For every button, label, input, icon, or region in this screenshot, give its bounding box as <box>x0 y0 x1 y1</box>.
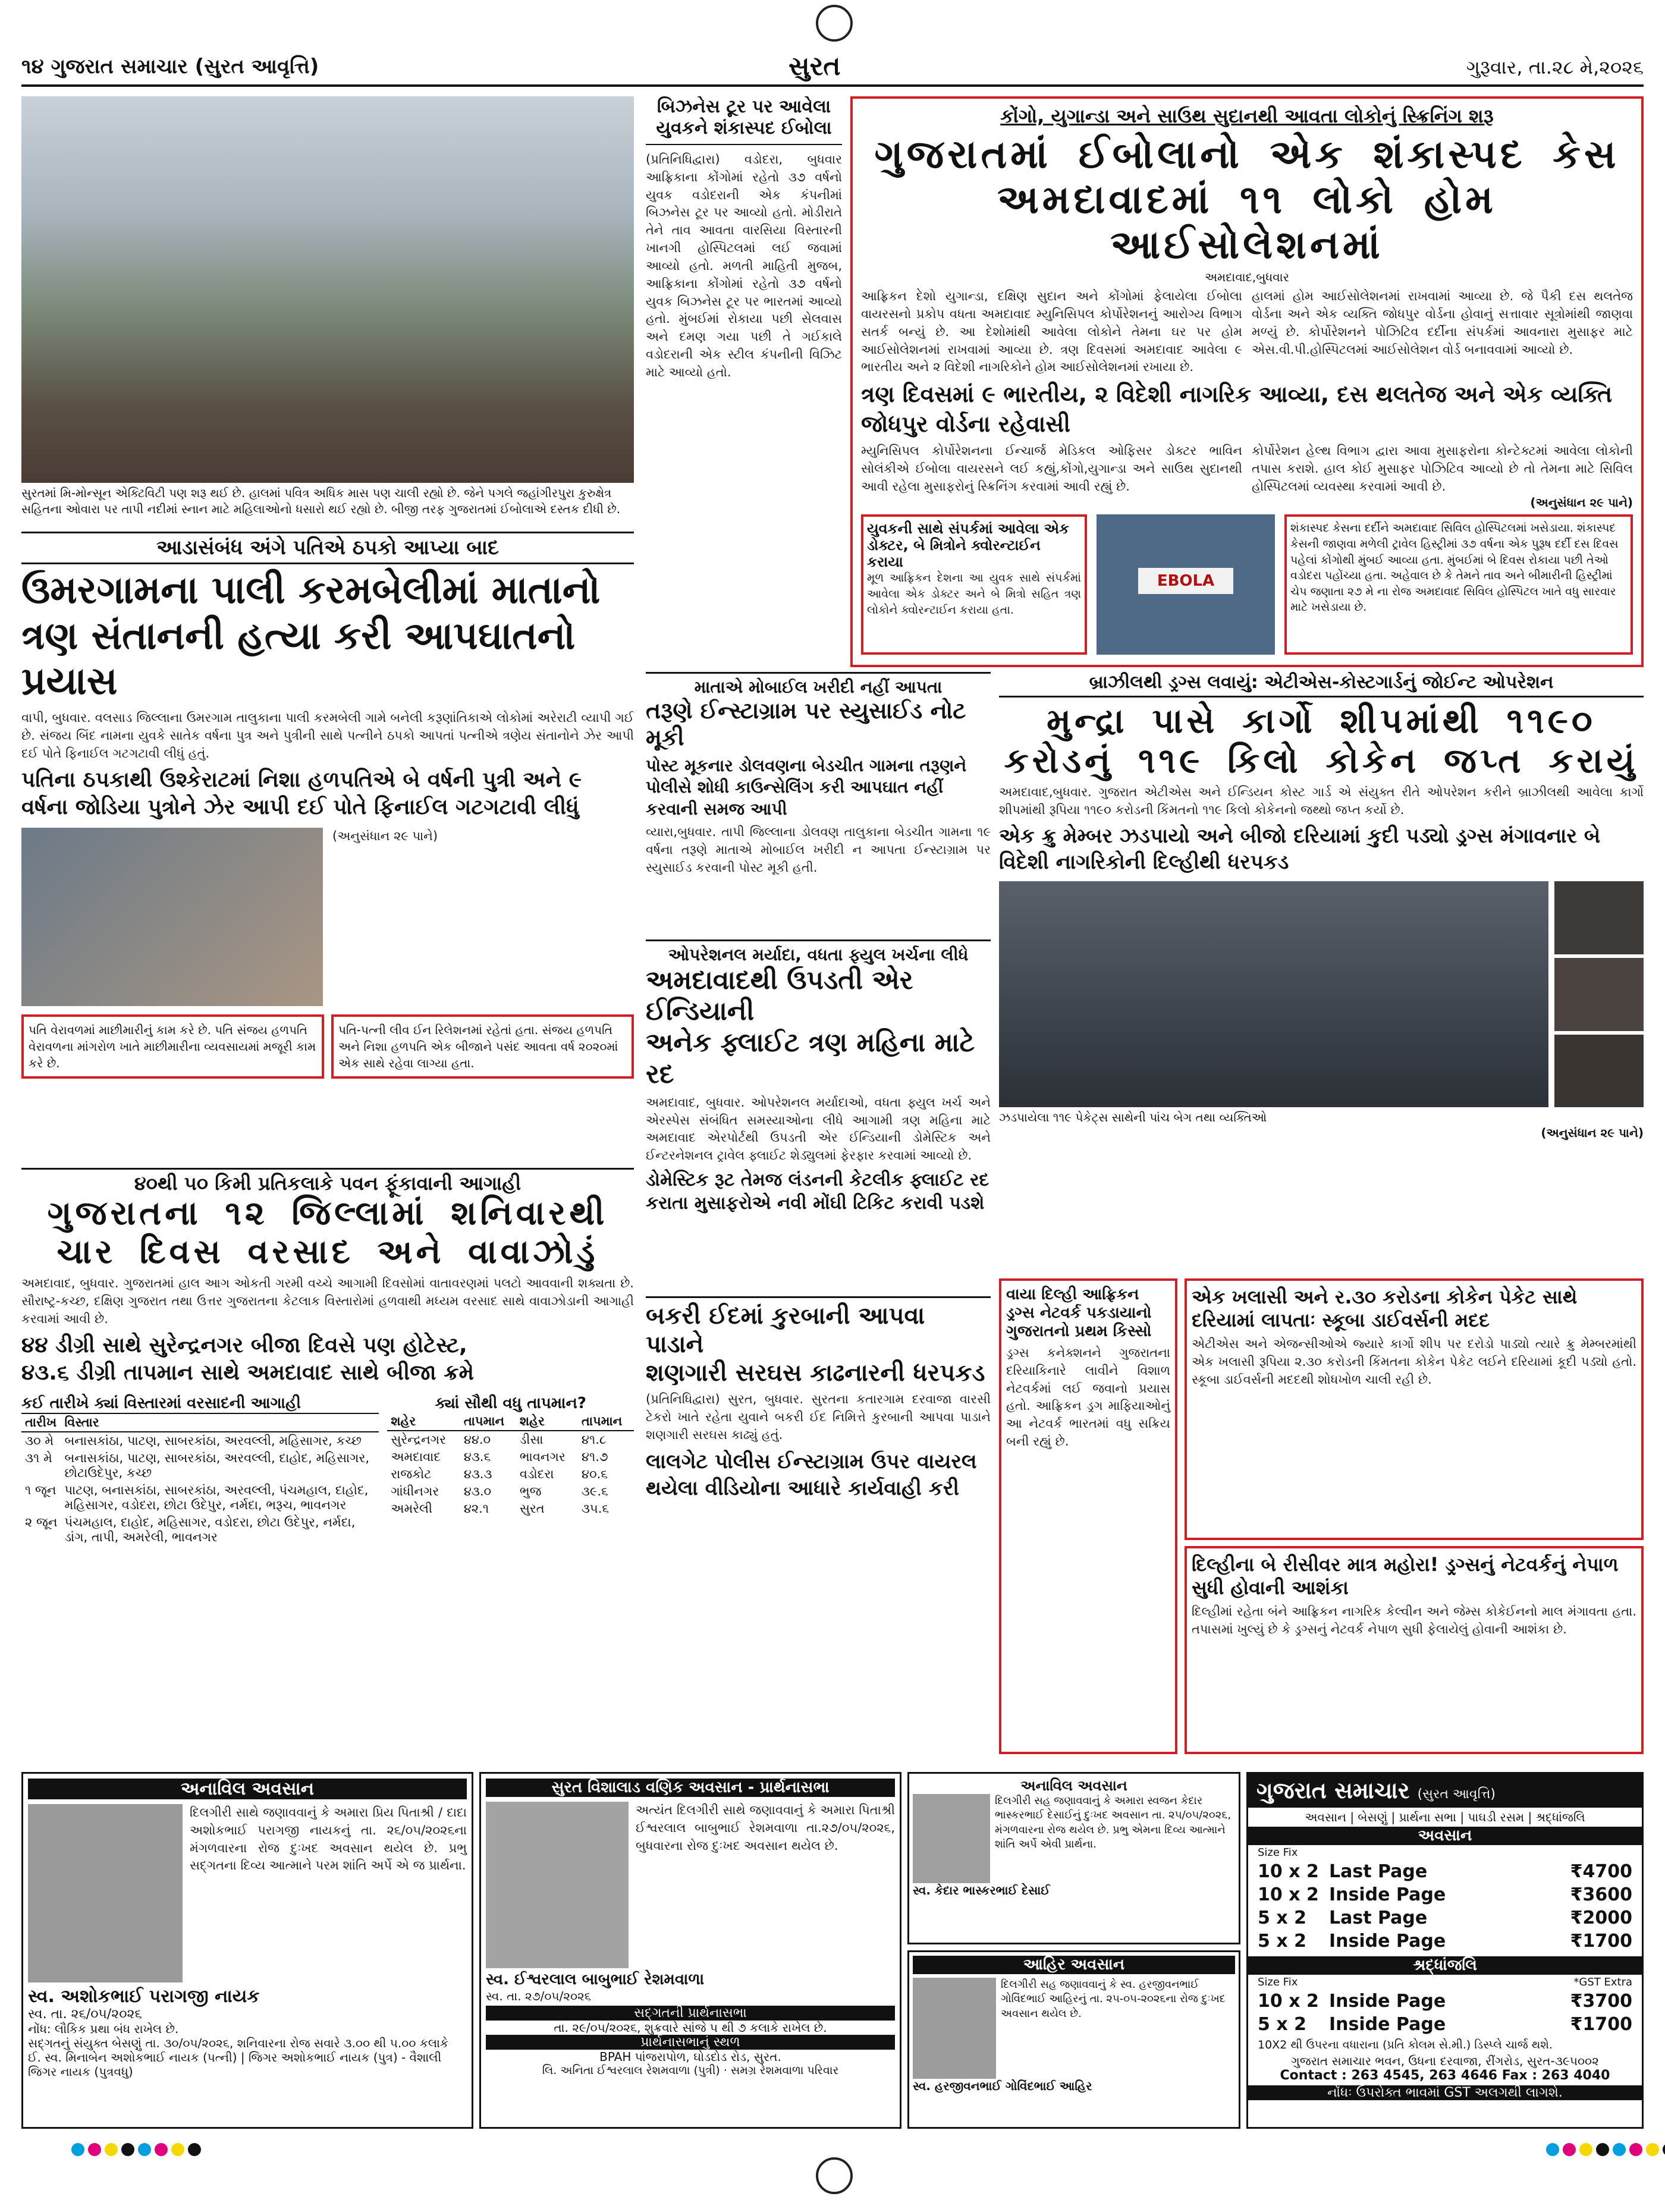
rain-area-cell: પંચમહાલ, દાહોદ, મહિસાગર, વડોદરા, છોટા ઉદેપુર, નર્મદા, ડાંગ, તાપી, અમરેલી, ભાવનગર <box>64 1515 356 1545</box>
rate-page: Inside Page <box>1329 2014 1446 2035</box>
sidebar-kicker: બિઝનેસ ટૂર પર આવેલા યુવકને શંકાસ્પદ ઈબોલા <box>646 96 842 145</box>
rain-date-cell: ૩૧ મે <box>25 1451 52 1466</box>
temp-city-cell: ગાંધીનગર <box>391 1484 439 1499</box>
nepal-network-box <box>1185 1546 1644 1754</box>
rain-table <box>21 1414 379 1546</box>
umargam-continued: (અનુસંધાન ૨૯ પાને) <box>332 829 438 844</box>
airindia-kicker: ઓપરેશનલ મર્યાદા, વધતા ફ્યુલ ખર્ચના લીધે <box>668 945 969 964</box>
rate-page: Last Page <box>1329 1861 1428 1882</box>
issue-date: ગુરૂવાર, તા.૨૮ મે,૨૦૨૬ <box>1466 56 1644 78</box>
obit-anavil2-name: સ્વ. કેદાર ભાસ્કરભાઈ દેસાઈ <box>913 1883 1050 1897</box>
temp-value-cell: ૩૯.૬ <box>581 1484 608 1499</box>
rate-size: 10 x 2 <box>1258 1991 1319 2012</box>
missing-head-2: દરિયામાં લાપતાઃ સ્કૂબા ડાઈવર્સની મદદ <box>1192 1309 1490 1331</box>
suicide-kicker: માતાએ મોબાઈલ ખરીદી નહીં આપતા <box>694 677 943 697</box>
rain-date-cell: ૨ જૂન <box>25 1515 58 1530</box>
temp-city-cell: વડોદરા <box>519 1467 554 1482</box>
rate-price: ₹4700 <box>1570 1861 1632 1882</box>
quarantine-title: યુવકની સાથે સંપર્કમાં આવેલા એક ડોક્ટર, બે મિત્રોને ક્વોરન્ટાઈન કરાયા <box>867 520 1069 571</box>
ebola-body-4: કોર્પોરેશન હેલ્થ વિભાગ દ્વારા આવા મુસાફરોના કોન્ટેક્ટમાં આવેલા લોકોની તપાસ કરાશે. હાલ કોઈ મુસાફર પોઝિટિવ આવ્યો છે તો તેમના માટે સિવિલ હોસ્પિટલમાં વ્યવસ્થા કરવામાં આવી છે. <box>1252 443 1633 494</box>
ebola-body-1: આફ્રિકન દેશો યુગાન્ડા, દક્ષિણ સુદાન અને કોંગોમાં ફેલાયેલા ઈબોલા વાયરસનો પ્રકોપ વધતા અમદાવાદ મ્યુનિસિપલ કોર્પોરેશનનું આરોગ્ય વિભાગ સતર્ક બન્યું છે. આ દેશોમાંથી આવેલા લોકોને તેમના ઘર પર હોમ આઈસોલેશનમાં રાખવામાં આવ્યા છે. ત્રણ દિવસમાં અમદાવાદ આવેલા ૯ ભારતીય અને ૨ વિદેશી નાગરિકોને હોમ આઈસોલેશનમાં રખાયા છે. <box>861 289 1242 375</box>
rate-gst-extra: *GST Extra <box>1573 1976 1632 1988</box>
accused-photos <box>1554 881 1644 1107</box>
nepal-headline: દિલ્હીના બે રીસીવર માત્ર મહોરા! ડ્રગ્સનું નેટવર્કનું નેપાળ સુધી હોવાની આશંકા <box>1192 1553 1619 1599</box>
obituary-anavil <box>21 1772 473 2129</box>
rate-size-fix-1: Size Fix <box>1258 1846 1298 1859</box>
rate-page: Inside Page <box>1329 1931 1446 1952</box>
temp-value-cell: ૪૨.૧ <box>463 1501 489 1516</box>
suicide-note-story <box>646 672 991 934</box>
temp-value-cell: ૩૫.૬ <box>581 1501 610 1516</box>
rate-price: ₹1700 <box>1570 2014 1632 2035</box>
obit-anavil2-title: અનાવિલ અવસાન <box>1020 1777 1127 1794</box>
bakri-headline-1: બકરી ઈદમાં કુરબાની આપવા પાડાને <box>646 1302 925 1358</box>
drugs-continued: (અનુસંધાન ૨૯ પાને) <box>1541 1126 1644 1140</box>
ebola-dateline: અમદાવાદ,બુધવાર <box>1205 270 1289 285</box>
temp-header-temp-2: તાપમાન <box>578 1413 634 1431</box>
rate-price: ₹1700 <box>1570 1931 1632 1952</box>
umargam-headline-2: ત્રણ સંતાનની હત્યા કરી આપઘાતનો પ્રયાસ <box>21 614 576 704</box>
obit-vanik-date: સ્વ. તા. ૨૭/૦૫/૨૦૨૬ <box>486 1989 591 2003</box>
temp-row <box>387 1431 634 1449</box>
temp-city-cell: અમરેલી <box>391 1501 433 1516</box>
suicide-subhead: પોસ્ટ મૂકનાર ડોલવણના બેડચીત ગામના તરૂણને પોલીસે શોધી કાઉન્સેલિંગ કરી આપઘાત નહીં કરવાની સમજ આપી <box>646 755 967 819</box>
umargam-headline-1: ઉમરગામના પાલી કરમબેલીમાં માતાનો <box>21 568 601 612</box>
temp-city-cell: ભુજ <box>519 1484 542 1499</box>
section-name: સુરત <box>788 51 841 81</box>
airindia-subhead: ડોમેસ્ટિક રૂટ તેમજ લંડનની કેટલીક ફ્લાઈટ રદ કરાતા મુસાફરોએ નવી મોંઘી ટિકિટ કરાવી પડશે <box>646 1170 989 1214</box>
rate-contact: Contact : 263 4545, 263 4646 Fax : 263 4040 <box>1280 2068 1610 2083</box>
ebola-subhead: ત્રણ દિવસમાં ૯ ભારતીય, ૨ વિદેશી નાગરિક આવ્યા, દસ થલતેજ અને એક વ્યક્તિ જોધપુર વોર્ડના રહેવાસી <box>861 381 1613 437</box>
quarantine-body: મૂળ આફ્રિકન દેશના આ યુવક સાથે સંપર્કમાં આવેલા એક ડોક્ટર અને બે મિત્રો સહિત ત્રણ લોકોને ક્વોરન્ટાઈન કરાયા હતા. <box>867 571 1081 617</box>
temp-row <box>387 1466 634 1483</box>
ebola-body-3: મ્યુનિસિપલ કોર્પોરેશનના ઈન્ચાર્જ મેડિકલ ઓફિસર ડોક્ટર ભાવિન સોલંકીએ ઈબોલા વાયરસને લઈ કહ્યું,કોંગો,યુગાન્ડા અને સાઉથ સુદાનથી આવી રહેલા મુસાફરોનું સ્ક્રિનિંગ કરવામાં આવી રહ્યું છે. <box>861 443 1242 494</box>
missing-head-1: એક ખલાસી અને ર.૩૦ કરોડના કોકેન પેકેટ સાથે <box>1192 1286 1578 1308</box>
suicide-body: વ્યારા,બુધવાર. તાપી જિલ્લાના ડોલવણ તાલુકાના બેડચીત ગામના ૧૯ વર્ષના તરૂણે માતાએ મોબાઈલ ખરીદી ન આપતા ઈન્સ્ટાગ્રામ પર સ્યુસાઈડ કરવાની પોસ્ટ મૂકી હતી. <box>646 824 991 875</box>
rain-header-area: વિસ્તાર <box>61 1414 379 1432</box>
registration-mark-top <box>816 5 853 42</box>
rain-table-title: કઈ તારીખે ક્યાં વિસ્તારમાં વરસાદની આગાહી <box>21 1394 379 1414</box>
weather-body: અમદાવાદ, બુધવાર. ગુજરાતમાં હાલ આગ ઓકતી ગરમી વચ્ચે આગામી દિવસોમાં વાતાવરણમાં પલટો આવવાની શક્યતા છે. સૌરાષ્ટ્ર-કચ્છ, દક્ષિણ ગુજરાત તથા ઉત્તર ગુજરાતના કેટલાક વિસ્તારોમાં હળવાથી મધ્યમ વરસાદ સાથે વાવાઝોડાની આગાહી કરવામાં આવી છે. <box>21 1276 634 1326</box>
weather-subhead-2: ૪૩.૬ ડીગ્રી તાપમાન સાથે અમદાવાદ સાથે બીજા ક્રમે <box>21 1360 475 1385</box>
color-swatch <box>171 2143 184 2156</box>
temp-city-cell: સુરત <box>519 1501 545 1516</box>
weather-headline-2: ચાર દિવસ વરસાદ અને વાવાઝોડું <box>56 1232 599 1271</box>
obit-anavil-sabha: સદ્ગતનું સંયુક્ત બેસણું તા. ૩૦/૦૫/૨૦૨૬, શનિવારના રોજ સવારે ૩.૦૦ થી ૫.૦૦ કલાકે <box>28 2036 448 2050</box>
obit-ahir-photo <box>913 1978 996 2079</box>
color-swatch <box>1546 2143 1559 2156</box>
temp-city-cell: ભાવનગર <box>519 1450 566 1465</box>
temp-value-cell: ૪૦.૬ <box>581 1467 608 1482</box>
bakri-headline-2: શણગારી સરઘસ કાઢનારની ધરપકડ <box>646 1359 985 1387</box>
missing-sailor-box <box>1185 1278 1644 1540</box>
sidebar-body: (પ્રતિનિધિદ્વારા) વડોદરા, બુધવાર આફ્રિકાના કોંગોમાં રહેતો ૩૭ વર્ષનો યુવક વડોદરાની એક કંપનીમાં બિઝનેસ ટૂર પર આવ્યો હતો. મોડીરાતે તેને તાવ આવતા વારસિયા વિસ્તારની ખાનગી હોસ્પિટલમાં લઈ જવામાં આવ્યો હતો. મળતી માહિતી મુજબ, આફ્રિકાના કોંગોમાં રહેતો ૩૭ વર્ષનો યુવક બિઝનેસ ટૂર પર ભારતમાં આવ્યો હતો. મુંબઈમાં રોકાયા પછી સેલવાસ અને દમણ ગયા પછી તે ગઈકાલે વડોદરાની એક સ્ટીલ કંપનીની વિઝિટ માટે આવ્યો હતો. <box>646 152 842 379</box>
ebola-label: EBOLA <box>1138 568 1233 594</box>
obit-vanik-body: અત્યંત દિલગીરી સાથે જણાવવાનું કે અમારા પિતાશ્રી ઈશ્વરલાલ બાબુભાઈ રેશમવાળા તા.૨૭/૦૫/૨૦૨૬, બુધવારના રોજ દુઃખદ અવસાન થયેલ છે. <box>636 1803 895 1853</box>
shraddha-rate-list <box>1248 1990 1642 2036</box>
obit-anavil-note: નોંધ: લૌકિક પ્રથા બંધ રાખેલ છે. <box>28 2022 179 2036</box>
obituary-anavil-2 <box>907 1772 1240 1944</box>
rate-brand-name: ગુજરાત સમાચાર <box>1256 1777 1410 1803</box>
drugs-story <box>999 672 1644 1272</box>
accused-photo-2 <box>1554 958 1644 1031</box>
airindia-story <box>646 940 991 1290</box>
rate-gst-note: નોંધઃ ઉપરોક્ત ભાવમાં GST અલગથી લાગશે. <box>1248 2085 1642 2100</box>
color-swatch <box>88 2143 101 2156</box>
rain-header-date: તારીખ <box>21 1414 61 1432</box>
ebola-body-2: હાલમાં હોમ આઈસોલેશનમાં રાખવામાં આવ્યા છે. જે પૈકી દસ થલતેજ વોર્ડના અને એક વ્યક્તિ જોધપુર વોર્ડના હોવાનું સત્તાવાર સૂત્રોમાંથી જાણવા મળ્યું છે. કોર્પોરેશનને પોઝિટિવ દર્દીના સંપર્કમાં આવનારા મુસાફર માટે એસ.વી.પી.હોસ્પિટલમાં આઈસોલેશન વોર્ડ બનાવવામાં આવ્યો છે. <box>1252 289 1633 357</box>
suspect-case-box: શંકાસ્પદ કેસના દર્દીને અમદાવાદ સિવિલ હોસ્પિટલમાં ખસેડાયા. શંકાસ્પદ કેસની જાણવા મળેલી ટ્રાવેલ હિસ્ટ્રીમાં ૩૭ વર્ષના એક પુરૂષ દર્દી દસ દિવસ પહેલાં કોંગોથી મુંબઈ આવ્યા હતા. મુંબઈમાં બે દિવસ રોકાયા પછી તેઓ વડોદરા પહોંચ્યા હતા. અહેવાલ છે કે તેમને તાવ અને બીમારીની હિસ્ટ્રીમાં ચેપ જણાતા ૨૭ મે ના રોજ અમદાવાદ સિવિલ હોસ્પિટલ ખાતે વધુ સારવાર માટે ખસેડાયા છે. <box>1284 514 1633 655</box>
registration-mark-bottom <box>816 2157 853 2194</box>
rate-row <box>1248 2013 1642 2036</box>
rate-page: Inside Page <box>1329 1991 1446 2012</box>
drugs-headline-2: કરોડનું ૧૧૯ કિલો કોકેન જપ્ત કરાયું <box>1004 740 1639 781</box>
rate-size-fix-2: Size Fix <box>1258 1976 1298 1988</box>
rain-area-cell: બનાસકાંઠા, પાટણ, સાબરકાંઠા, અરવલ્લી, દાહોદ, મહિસાગર, છોટાઉદેપુર, કચ્છ <box>64 1451 370 1481</box>
color-swatch <box>1579 2143 1592 2156</box>
umargam-kicker: આડાસંબંધ અંગે પતિએ ઠપકો આપ્યા બાદ <box>21 532 634 564</box>
obit-anavil2-body: દિલગીરી સહ જણાવવાનું કે અમારા સ્વજન કેદાર ભાસ્કરભાઈ દેસાઈનું દુઃખદ અવસાન તા. ૨૫/૦૫/૨૦૨૬, મંગળવારના રોજ થયેલ છે. પ્રભુ એમના દિવ્ય આત્માને શાંતિ અર્પે એવી પ્રાર્થના. <box>995 1795 1232 1850</box>
rate-brand-sub: (સુરત આવૃત્તિ) <box>1417 1787 1496 1802</box>
avsan-rate-list <box>1248 1860 1642 1953</box>
obit-anavil-body: દિલગીરી સાથે જણાવવાનું કે અમારા પ્રિય પિતાશ્રી / દાદા અશોકભાઈ પરાગજી નાયકનું તા. ૨૬/૦૫/૨૦૨૬ના મંગળવારના રોજ દુઃખદ અવસાન થયેલ છે. પ્રભુ સદ્ગતના દિવ્ય આત્માને પરમ શાંતિ અર્પે એ જ પ્રાર્થના. <box>190 1805 467 1873</box>
temp-header-temp-1: તાપમાન <box>460 1413 516 1431</box>
obit-vanik-name: સ્વ. ઈશ્વરલાલ બાબુભાઈ રેશમવાળા <box>486 1971 705 1988</box>
umargam-subhead: પતિના ઠપકાથી ઉશ્કેરાટમાં નિશા હળપતિએ બે વર્ષની પુત્રી અને ૯ વર્ષના જોડિયા પુત્રોને ઝેર આપી દઈ પોતે ફિનાઈલ ગટગટાવી લીધું <box>21 767 582 820</box>
obit-anavil-title: અનાવિલ અવસાન <box>28 1779 467 1799</box>
umargam-story <box>21 532 634 1162</box>
obit-vanik-venue: BPAH પાંજરાપોળ, ઘોડદોડ રોડ, સુરત. <box>599 2050 781 2064</box>
rate-size: 5 x 2 <box>1258 1931 1306 1952</box>
color-swatch <box>71 2143 84 2156</box>
nepal-body: દિલ્હીમાં રહેતા બંને આફ્રિકન નાગરિક કેલ્વીન અને જેમ્સ કોકેઈનનો માલ મંગાવતા હતા. તપાસમાં ખુલ્યું છે કે ડ્રગ્સનું નેટવર્ક નેપાળ સુધી ફેલાયેલું હોવાની આશંકા છે. <box>1192 1604 1636 1636</box>
temp-table <box>387 1413 634 1517</box>
rate-size: 5 x 2 <box>1258 2014 1306 2035</box>
obituary-ahir <box>907 1950 1240 2129</box>
rain-forecast-table <box>21 1394 379 1546</box>
ebola-headline-2: અમદાવાદમાં ૧૧ લોકો હોમ આઈસોલેશનમાં <box>997 177 1497 268</box>
rate-row <box>1248 1930 1642 1953</box>
umargam-body: વાપી, બુધવાર. વલસાડ જિલ્લાના ઉમરગામ તાલુકાના પાલી કરમબેલી ગામે બનેલી કરૂણાંતિકાએ લોકોમાં અરેરાટી વ્યાપી ગઈ છે. સંજય બિંદ નામના યુવકે સાતેક વર્ષના પુત્ર અને પુત્રીની સાથે પત્નીને ઠપકો આપતાં પત્નીએ ત્રણેય સંતાનોને ઝેર આપી દઈ પોતે ફિનાઈલ ગટગટાવી લીધું હતું. <box>21 711 634 761</box>
ebola-quarantine-box <box>861 514 1087 655</box>
color-swatch <box>105 2143 118 2156</box>
rate-price: ₹3600 <box>1570 1884 1632 1905</box>
page-header <box>21 51 1644 87</box>
rate-row <box>1248 1990 1642 2013</box>
ebola-main-story <box>850 96 1644 667</box>
drugs-headline-1: મુન્દ્રા પાસે કાર્ગો શીપમાંથી ૧૧૯૦ <box>1047 700 1596 741</box>
airindia-headline-1: અમદાવાદથી ઉપડતી એર ઈન્ડિયાની <box>646 964 913 1027</box>
drugs-photo-caption: ઝડપાયેલા ૧૧૯ પેકેટ્સ સાથેની પાંચ બેગ તથા વ્યક્તિઓ <box>999 1110 1267 1125</box>
ebola-test-tube-image <box>1097 514 1275 655</box>
photo-caption: સુરતમાં મિ-મોન્સૂન એક્ટિવિટી પણ શરૂ થઈ છે. હાલમાં પવિત્ર અધિક માસ પણ ચાલી રહ્યો છે. જેને પગલે જહાંગીરપુરા કુરુક્ષેત્ર સહિતના ઓવારા પર તાપી નદીમાં સ્નાન માટે મહિલાઓનો ધસારો થઈ રહ્યો છે. બીજી તરફ ગુજરાતમાં ઈબોલાએ દસ્તક દીધી છે. <box>21 486 621 516</box>
rate-size: 5 x 2 <box>1258 1908 1306 1928</box>
family-photo <box>21 828 323 1006</box>
obit-ahir-body: દિલગીરી સહ જણાવવાનું કે સ્વ. હરજીવનભાઈ ગોવિંદભાઈ આહિરનું તા. ૨૫-૦૫-૨૦૨૬ના રોજ દુઃખદ અવસાન થયેલ છે. <box>1001 1978 1226 2020</box>
color-swatch <box>1613 2143 1626 2156</box>
weather-kicker: ૪૦થી ૫૦ કિમી પ્રતિકલાકે પવન ફૂંકાવાની આગાહી <box>21 1168 634 1195</box>
rate-price: ₹3700 <box>1570 1991 1632 2012</box>
river-bathing-photo <box>21 96 634 483</box>
drug-network-title: વાયા દિલ્હી આફ્રિકન ડ્રગ્સ નેટવર્ક પકડાયાનો ગુજરાતનો પ્રથમ કિસ્સો <box>1006 1286 1152 1340</box>
color-swatch <box>1563 2143 1576 2156</box>
color-swatch <box>1663 2143 1665 2156</box>
rain-row <box>21 1482 379 1514</box>
temp-row <box>387 1500 634 1517</box>
page-label: ૧૪ ગુજરાત સમાચાર (સુરત આવૃત્તિ) <box>21 55 319 78</box>
rain-row <box>21 1432 379 1450</box>
temp-header-city-1: શહેર <box>387 1413 460 1431</box>
obit-ahir-title: આહિર અવસાન <box>913 1956 1235 1974</box>
drug-network-body: ડ્રગ્સ કનેક્શનને ગુજરાતના દરિયાકિનારે લાવીને વિશાળ નેટવર્કમાં લઈ જવાનો પ્રયાસ હતો. આફ્રિકન ડ્રગ માફિયાઓનું આ નેટવર્ક ભારતમાં વધુ સક્રિય બની રહ્યું છે. <box>1006 1346 1170 1449</box>
drugs-kicker: બ્રાઝીલથી ડ્રગ્સ લવાયું: એટીએસ-કોસ્ટગાર્ડનું જોઈન્ટ ઓપરેશન <box>999 672 1644 697</box>
accused-photo-1 <box>1554 881 1644 954</box>
drugs-subhead: એક ક્રુ મેમ્બર ઝડપાયો અને બીજો દરિયામાં કુદી પડ્યો ડ્રગ્સ મંગાવનાર બે વિદેશી નાગરિકોની દિલ્હીથી ધરપકડ <box>999 824 1601 875</box>
obituary-rate-card <box>1246 1772 1644 2129</box>
rate-row <box>1248 1883 1642 1906</box>
rain-date-cell: ૧ જૂન <box>25 1483 56 1498</box>
obit-anavil-date: સ્વ. તા. ૨૬/૦૫/૨૦૨૬ <box>28 2007 142 2022</box>
rate-row <box>1248 1906 1642 1930</box>
temp-table-title: ક્યાં સૌથી વધુ તાપમાન? <box>435 1394 586 1413</box>
drugs-body: અમદાવાદ,બુધવાર. ગુજરાત એટીએસ અને ઈન્ડિયન કોસ્ટ ગાર્ડ એ સંયુક્ત રીતે ઓપરેશન કરીને બ્રાઝીલથી આવેલા કાર્ગો શીપમાંથી રૂપિયા ૧૧૯૦ કરોડની કિંમતનો ૧૧૯ કિલો કોકેનનો જથ્થો જપ્ત કર્યો છે. <box>999 785 1644 818</box>
rate-size: 10 x 2 <box>1258 1861 1319 1882</box>
bakri-body: (પ્રતિનિધિદ્વારા) સુરત, બુધવાર. સુરતના કતારગામ દરવાજા વારસી ટેકરો ખાતે રહેતા યુવાને બકરી ઈદ નિમિત્તે કુરબાની આપવા પાડાને શણગારી સરઘસ કાઢ્યું હતું. <box>646 1392 991 1442</box>
airindia-headline-2: અનેક ફ્લાઈટ ત્રણ મહિના માટે રદ <box>646 1028 975 1089</box>
temp-value-cell: ૪૧.૮ <box>581 1432 607 1447</box>
bakri-subhead: લાલગેટ પોલીસ ઈન્સ્ટાગ્રામ ઉપર વાયરલ થયેલા વીડિયોના આધારે કાર્યવાહી કરી <box>646 1450 977 1500</box>
obit-vanik-title: સુરત વિશાલાડ વણિક અવસાન - પ્રાર્થનાસભા <box>486 1779 895 1797</box>
obit-anavil2-photo <box>913 1794 990 1883</box>
weather-story <box>21 1168 634 1762</box>
rain-date-cell: ૩૦ મે <box>25 1434 54 1449</box>
rate-address: ગુજરાત સમાચાર ભવન, ઉધના દરવાજા, રીંગરોડ, સુરત-૩૯૫૦૦૨ <box>1291 2054 1599 2068</box>
ebola-sidebar <box>646 96 842 667</box>
accused-photo-3 <box>1554 1035 1644 1108</box>
rate-page: Inside Page <box>1329 1884 1446 1905</box>
rain-row <box>21 1514 379 1546</box>
ebola-continued: (અનુસંધાન ૨૯ પાને) <box>1530 495 1633 510</box>
weather-subhead-1: ૪૪ ડીગ્રી સાથે સુરેન્દ્રનગર બીજા દિવસે પણ હોટેસ્ટ, <box>21 1333 467 1358</box>
color-swatch <box>121 2143 134 2156</box>
color-swatch <box>155 2143 168 2156</box>
rate-avsan-title: અવસાન <box>1248 1827 1642 1845</box>
rate-row <box>1248 1860 1642 1883</box>
temp-header-city-2: શહેર <box>516 1413 578 1431</box>
bakri-story <box>646 1296 991 1754</box>
suicide-headline: તરૂણે ઈન્સ્ટાગ્રામ પર સ્યુસાઈડ નોટ મૂકી <box>646 697 966 751</box>
obituary-vanik <box>479 1772 901 2129</box>
temp-city-cell: અમદાવાદ <box>391 1450 441 1465</box>
rain-row <box>21 1450 379 1482</box>
color-swatch <box>1646 2143 1659 2156</box>
drug-network-box <box>999 1278 1177 1754</box>
temp-city-cell: રાજકોટ <box>391 1467 432 1482</box>
temp-value-cell: ૪૪.૦ <box>463 1432 491 1447</box>
rate-categories: અવસાન | બેસણું | પ્રાર્થના સભા | પાઘડી રસમ | શ્રદ્ધાંજલિ <box>1305 1810 1585 1824</box>
temp-value-cell: ૪૩.૬ <box>463 1450 491 1465</box>
rate-shraddha-title: શ્રદ્ધાંજલિ <box>1248 1956 1642 1975</box>
temp-row <box>387 1483 634 1500</box>
ebola-headline-1: ગુજરાતમાં ઈબોલાનો એક શંકાસ્પદ કેસ <box>874 131 1620 178</box>
obit-ahir-name: સ્વ. હરજીવનભાઈ ગોવિંદભાઈ આહિર <box>913 2079 1092 2093</box>
color-swatch <box>1629 2143 1642 2156</box>
rain-area-cell: પાટણ, બનાસકાંઠા, સાબરકાંઠા, અરવલ્લી, પંચમહાલ, દાહોદ, મહિસાગર, વડોદરા, છોટા ઉદેપુર, નર્મદા, ભરૂચ, ભાવનગર <box>64 1483 369 1513</box>
obit-anavil-photo <box>28 1804 183 1982</box>
rate-extra-note: 10X2 થી ઉપરના વધારાના (પ્રતિ કોલમ સે.મી.) ડિસ્પ્લે ચાર્જ થશે. <box>1258 2038 1553 2051</box>
temp-value-cell: ૪૩.૩ <box>463 1467 492 1482</box>
temp-city-cell: ડીસા <box>519 1432 544 1447</box>
obit-vanik-sabha-title: સદ્ગતની પ્રાર્થનાસભા <box>486 2006 895 2021</box>
obit-anavil-family: ઈ. સ્વ. મિનાબેન અશોકભાઈ નાયક (પત્ની) | જિગર અશોકભાઈ નાયક (પુત્ર) - વૈશાલી જિગર નાયક (પુત્રવધુ) <box>28 2050 442 2079</box>
airindia-body: અમદાવાદ, બુધવાર. ઓપરેશનલ મર્યાદાઓ, વધતા ફ્યુલ ખર્ચ અને એરસ્પેસ સંબંધિત સમસ્યાઓના લીધે આગામી ત્રણ મહિના માટે અમદાવાદ એરપોર્ટથી ઉપડતી એર ઈન્ડિયાની ડોમેસ્ટિક અને ઈન્ટરનેશનલ ટ્રાવેલ ફ્લાઈટ શેડ્યુલમાં ફેરફાર કરવામાં આવ્યો છે. <box>646 1095 991 1163</box>
umargam-box-2: પતિ-પત્ની લીવ ઈન રિલેશનમાં રહેતાં હતા. સંજય હળપતિ અને નિશા હળપતિ એક બીજાને પસંદ આવતા વર્ષ ૨૦૨૦માં એક સાથે રહેવા લાગ્યા હતા. <box>331 1014 634 1079</box>
umargam-box-1: પતિ વેરાવળમાં માછીમારીનું કામ કરે છે. પતિ સંજય હળપતિ વેરાવળના માંગરોળ ખાતે માછીમારીના વ્યવસાયમાં મજૂરી કામ કરે છે. <box>21 1014 324 1079</box>
obit-vanik-sabha-time: તા. ૨૯/૦૫/૨૦૨૬, શુક્રવારે સાંજે ૫ થી ૭ કલાકે રાખેલ છે. <box>554 2021 827 2035</box>
obit-vanik-family: લિ. અનિતા ઈશ્વરલાલ રેશમવાળા (પુત્રી) · સમગ્ર રેશમવાળા પરિવાર <box>542 2064 839 2077</box>
color-swatch <box>1596 2143 1609 2156</box>
drugs-seizure-photo <box>999 881 1548 1107</box>
rate-size: 10 x 2 <box>1258 1884 1319 1905</box>
rain-area-cell: બનાસકાંઠા, પાટણ, સાબરકાંઠા, અરવલ્લી, મહિસાગર, કચ્છ <box>64 1434 362 1449</box>
weather-headline-1: ગુજરાતના ૧૨ જિલ્લામાં શનિવારથી <box>47 1194 608 1233</box>
color-swatch <box>188 2143 201 2156</box>
rate-page: Last Page <box>1329 1908 1428 1928</box>
temp-value-cell: ૪૩.૦ <box>463 1484 492 1499</box>
temperature-table <box>387 1394 634 1546</box>
ebola-kicker: કોંગો, યુગાન્ડા અને સાઉથ સુદાનથી આવતા લોકોનું સ્ક્રિનિંગ શરૂ <box>1000 105 1494 127</box>
color-swatch <box>138 2143 151 2156</box>
rate-price: ₹2000 <box>1570 1908 1632 1928</box>
obit-vanik-photo <box>486 1802 629 1968</box>
obit-anavil-name: સ્વ. અશોકભાઈ પરાગજી નાયક <box>28 1986 260 2007</box>
temp-value-cell: ૪૧.૭ <box>581 1450 608 1465</box>
temp-city-cell: સુરેન્દ્રનગર <box>391 1432 446 1447</box>
missing-body: એટીએસ અને એજન્સીઓએ જ્યારે કાર્ગો શીપ પર દરોડો પાડ્યો ત્યારે ક્રુ મેમ્બરમાંથી એક ખલાસી રૂપિયા ૨.૩૦ કરોડની કિંમતના કોકેન પેકેટ લઈને દરિયામાં કૂદી પડ્યો હતો. સ્કૂબા ડાઈવર્સની મદદથી શોધખોળ ચાલી રહી છે. <box>1192 1337 1636 1387</box>
temp-row <box>387 1449 634 1466</box>
obit-vanik-venue-title: પ્રાર્થનાસભાનું સ્થળ <box>486 2035 895 2050</box>
rate-card-brand <box>1248 1774 1642 1808</box>
